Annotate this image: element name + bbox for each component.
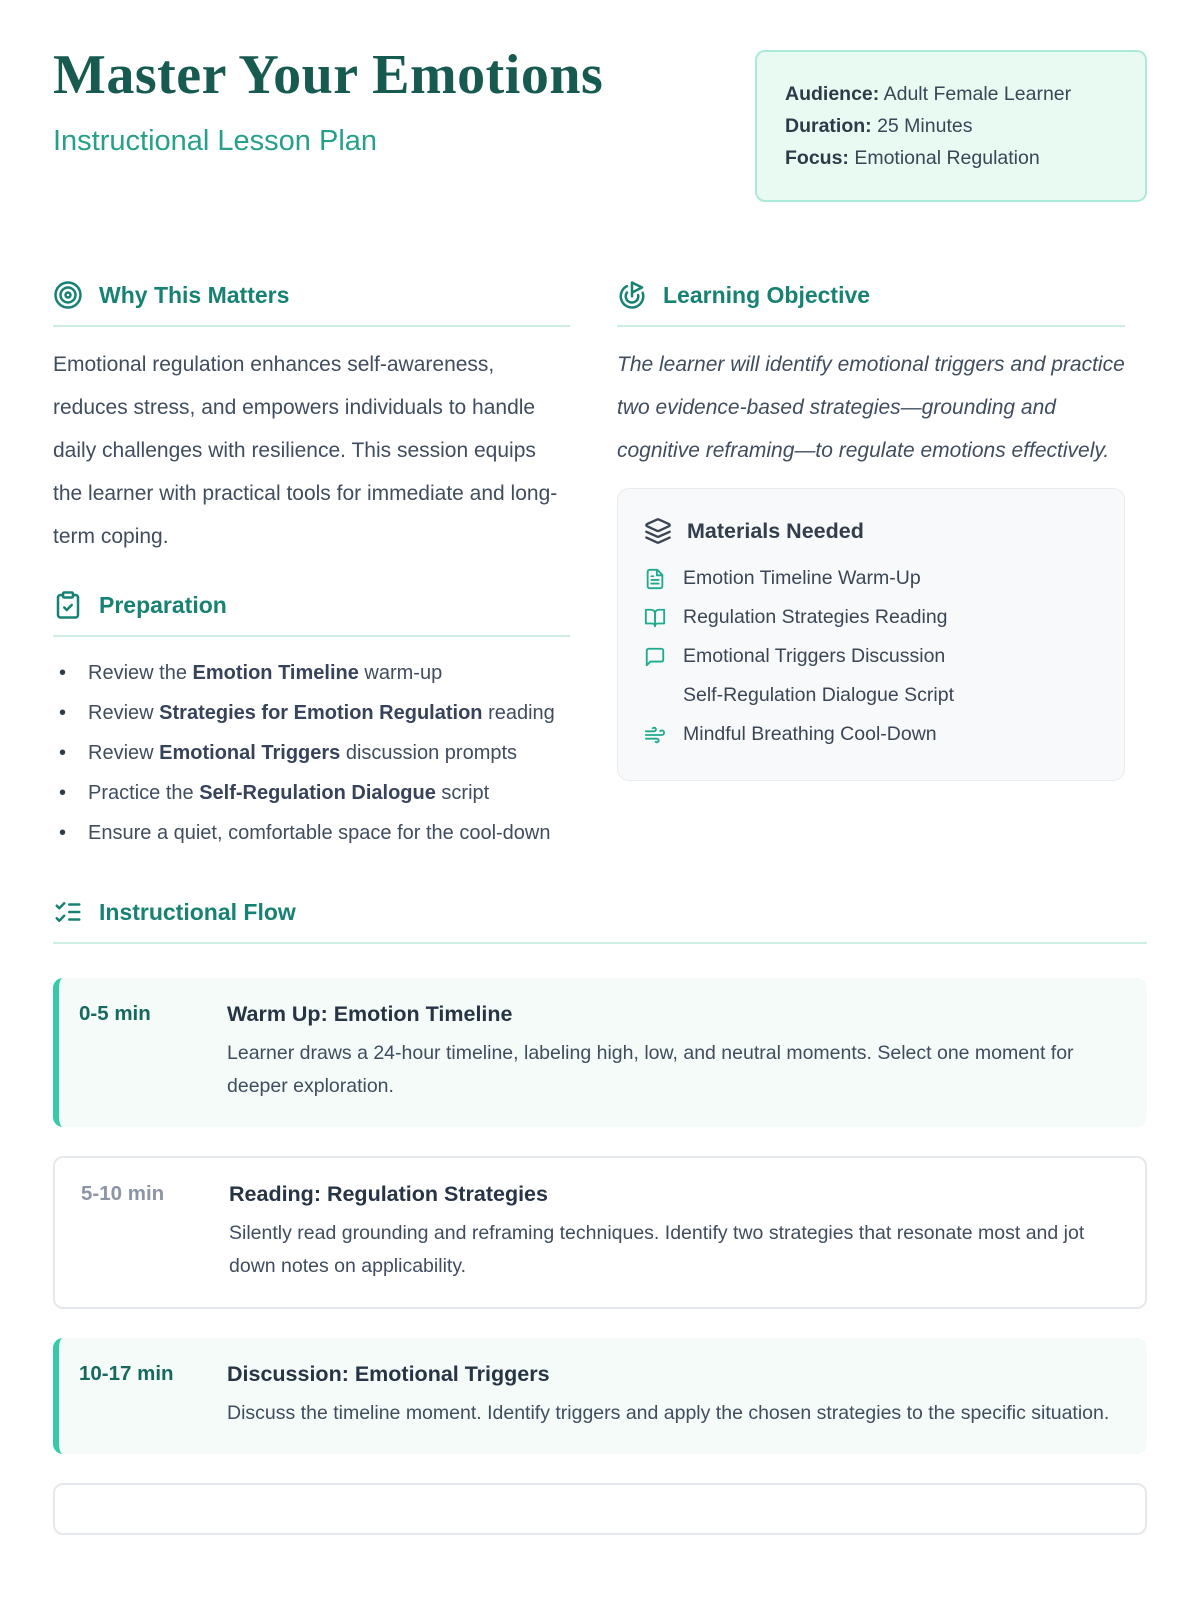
preparation-item-text: Review	[88, 742, 160, 764]
bullet-icon: •	[59, 702, 67, 724]
preparation-item-text: Practice the	[88, 782, 200, 804]
flow-card-description: Silently read grounding and reframing techniques. Identify two strategies that resonate most and jot down notes on applicability.	[229, 1222, 1085, 1277]
title-block	[53, 46, 603, 158]
lesson-meta-box	[755, 50, 1147, 202]
preparation-item-text: reading	[482, 702, 555, 724]
material-label: Mindful Breathing Cool-Down	[683, 723, 937, 745]
flow-card-body	[227, 1362, 1121, 1430]
flow-card-description: Learner draws a 24-hour timeline, labeling high, low, and neutral moments. Select one moment for deeper exploration.	[227, 1042, 1074, 1097]
flow-card-time: 10-17 min	[79, 1362, 174, 1385]
page-title: Master Your Emotions	[53, 44, 604, 106]
material-item	[644, 715, 1098, 754]
flow-card	[53, 1338, 1147, 1454]
goal-icon	[617, 280, 647, 310]
flow-card	[53, 978, 1147, 1127]
objective-section-header	[617, 280, 1125, 327]
material-label: Emotion Timeline Warm-Up	[683, 567, 921, 589]
why-heading: Why This Matters	[99, 281, 290, 308]
content-columns	[53, 280, 1147, 853]
preparation-item	[53, 813, 570, 853]
meta-label: Audience:	[785, 83, 880, 105]
materials-list	[644, 559, 1098, 754]
icon-placeholder	[644, 685, 666, 707]
preparation-item-text: Emotion Timeline	[192, 662, 359, 684]
flow-card	[53, 1156, 1147, 1309]
bullet-icon: •	[59, 662, 67, 684]
preparation-heading: Preparation	[99, 591, 227, 618]
header	[53, 46, 1147, 202]
objective-body: The learner will identify emotional triggers and practice two evidence-based strategies—grounding and cognitive reframing—to regulate emotions effectively.	[617, 353, 1125, 462]
flow-card-title: Discussion: Emotional Triggers	[227, 1362, 550, 1386]
preparation-item-text: discussion prompts	[340, 742, 518, 764]
materials-box	[617, 488, 1125, 781]
material-item	[644, 676, 1098, 715]
objective-section	[617, 280, 1125, 853]
bullet-icon: •	[59, 782, 67, 804]
material-label: Regulation Strategies Reading	[683, 606, 948, 628]
preparation-item-text: Strategies for Emotion Regulation	[159, 702, 483, 724]
flow-section	[53, 897, 1147, 1535]
preparation-item	[53, 733, 570, 773]
meta-value: 25 Minutes	[871, 115, 973, 137]
why-section	[53, 280, 570, 853]
material-label: Self-Regulation Dialogue Script	[683, 684, 954, 706]
flow-card-title: Warm Up: Emotion Timeline	[227, 1002, 513, 1026]
material-label: Emotional Triggers Discussion	[683, 645, 946, 667]
page-subtitle: Instructional Lesson Plan	[53, 124, 378, 157]
meta-row	[785, 110, 1117, 142]
bullet-icon: •	[59, 742, 67, 764]
flow-card-title: Reading: Regulation Strategies	[229, 1182, 548, 1206]
preparation-item	[53, 693, 570, 733]
preparation-item	[53, 773, 570, 813]
flow-card-grid	[79, 1002, 1121, 1103]
flow-card-time: 0-5 min	[79, 1002, 151, 1025]
preparation-item	[53, 653, 570, 693]
meta-label: Duration:	[785, 115, 872, 137]
meta-row	[785, 142, 1117, 174]
layers-icon	[644, 517, 672, 545]
materials-heading: Materials Needed	[687, 518, 864, 543]
why-section-header	[53, 280, 570, 327]
materials-header	[644, 517, 1098, 545]
list-checks-icon	[53, 897, 83, 927]
flow-card-body	[229, 1182, 1119, 1283]
target-icon	[53, 280, 83, 310]
material-item	[644, 559, 1098, 598]
wind-icon	[644, 724, 666, 746]
bullet-icon: •	[59, 822, 67, 844]
flow-card-description: Discuss the timeline moment. Identify triggers and apply the chosen strategies to the specific situation.	[227, 1402, 1110, 1424]
preparation-item-text: script	[435, 782, 490, 804]
preparation-item-text: Self-Regulation Dialogue	[199, 782, 436, 804]
flow-card-grid	[81, 1182, 1119, 1283]
meta-row	[785, 78, 1117, 110]
preparation-list	[53, 653, 570, 853]
message-square-icon	[644, 646, 666, 668]
preparation-item-text: Emotional Triggers	[159, 742, 341, 764]
preparation-item-text: Ensure a quiet, comfortable space for the cool-down	[88, 822, 551, 844]
file-text-icon	[644, 568, 666, 590]
flow-section-header	[53, 897, 1147, 944]
objective-heading: Learning Objective	[663, 281, 871, 308]
why-body: Emotional regulation enhances self-awareness, reduces stress, and empowers individuals to handle daily challenges with resilience. This session equips the learner with practical tools for immediate and long-term coping.	[53, 353, 558, 548]
meta-value: Adult Female Learner	[879, 83, 1072, 105]
flow-card-body	[227, 1002, 1121, 1103]
preparation-item-text: Review	[88, 702, 160, 724]
clipboard-check-icon	[53, 590, 83, 620]
flow-heading: Instructional Flow	[99, 898, 296, 925]
material-item	[644, 637, 1098, 676]
meta-label: Focus:	[785, 147, 849, 169]
flow-card	[53, 1483, 1147, 1535]
flow-card-grid	[79, 1362, 1121, 1430]
preparation-item-text: Review the	[88, 662, 193, 684]
meta-value: Emotional Regulation	[848, 147, 1040, 169]
preparation-section-header	[53, 590, 570, 637]
flow-card-time: 5-10 min	[81, 1182, 165, 1205]
flow-cards	[53, 978, 1147, 1535]
material-item	[644, 598, 1098, 637]
book-open-icon	[644, 607, 666, 629]
preparation-item-text: warm-up	[358, 662, 443, 684]
